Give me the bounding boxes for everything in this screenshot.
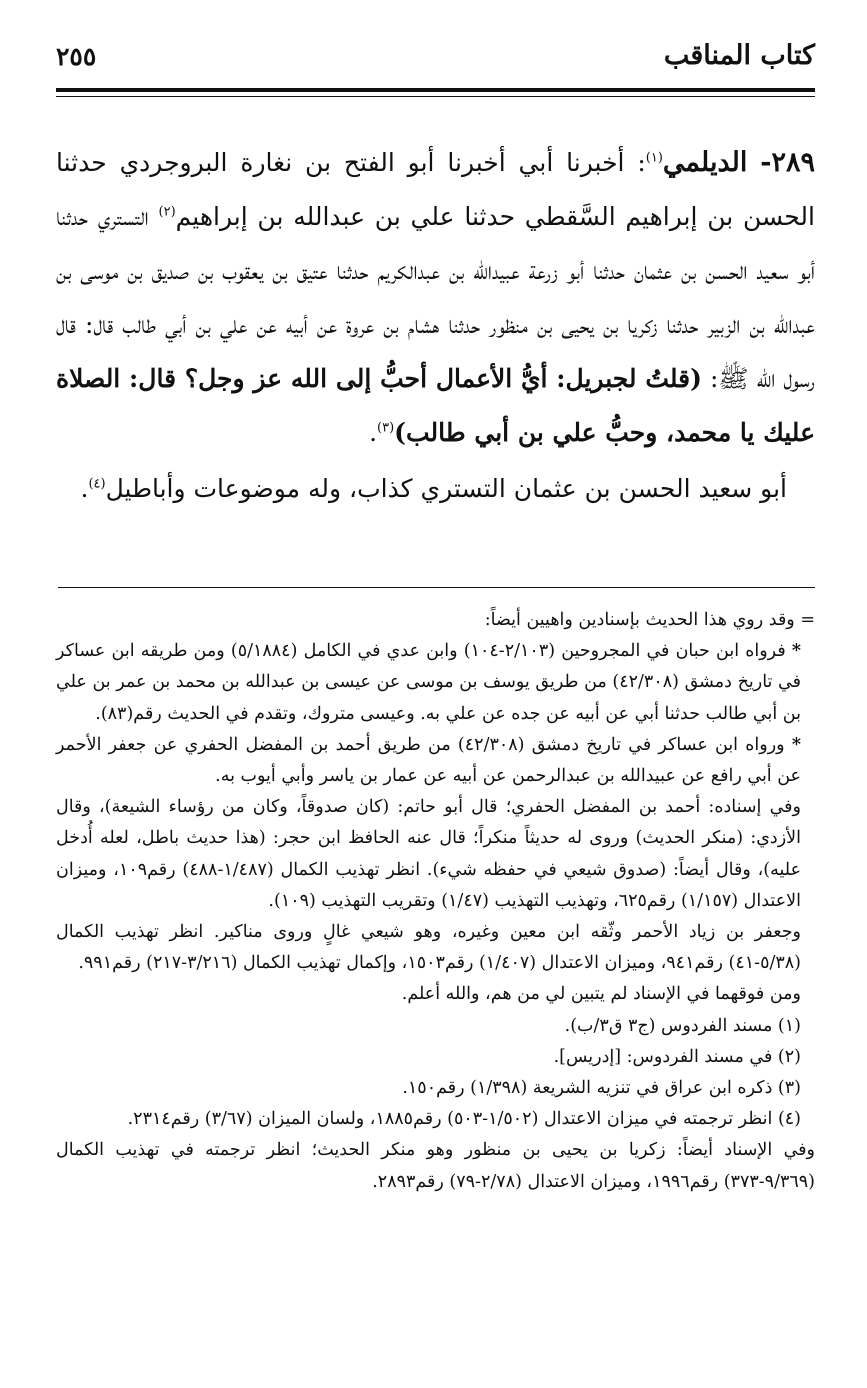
footnote-ref-1: (١)	[645, 150, 663, 166]
footnote-paragraph: وجعفر بن زياد الأحمر وثّقه ابن معين وغيره، وهو شيعي غالٍ وروى مناكير. انظر تهذيب الكمال (٥/٣٨-٤١) رقم٩٤١، وميزان الاعتدال (١/٤٠٧) رقم١٥٠٣، وإكمال تهذيب الكمال (٣/٢١٦-٢١٧) رقم٩٩١.	[56, 922, 801, 974]
book-title: كتاب المناقب	[663, 40, 815, 71]
header-rule-thin	[56, 96, 815, 97]
page-number: ٢٥٥	[56, 42, 97, 71]
hadith-number: ٢٨٩-	[760, 147, 815, 178]
asterisk-marker: *	[791, 734, 801, 755]
footnote-paragraph: وفي إسناده: أحمد بن المفضل الحفري؛ قال أبو حاتم: (كان صدوقاً، وكان من رؤساء الشيعة)، وقال الأزدي: (منكر الحديث) وروى له حديثاً منكراً؛ قال عنه الحافظ ابن حجر: (هذا حديث باطل، لعله أُدخل عليه)، وقال أيضاً: (صدوق شيعي في حفظه شيء). انظر تهذيب الكمال (١/٤٨٧-٤٨٨) رقم١٠٩، وميزان الاعتدال (١/١٥٧) رقم٦٢٥، وتهذيب التهذيب (١/٤٧) وتقريب التهذيب (١٠٩).	[56, 797, 802, 911]
footnote-paragraph: ومن فوقهما في الإسناد لم يتبين لي من هم، والله أعلم.	[401, 984, 801, 1005]
footnote-ref-3: (٣)	[377, 420, 395, 436]
footnote-ref-2: (٢)	[158, 204, 176, 220]
footnote-paragraph	[56, 636, 815, 730]
hadith-source: الديلمي	[662, 147, 748, 178]
asterisk-marker: *	[791, 641, 802, 662]
closing-text: أبو سعيد الحسن بن عثمان التستري كذاب، وله موضوعات وأباطيل	[105, 474, 787, 503]
hadith-text	[56, 136, 815, 516]
footnote-1: (١) مسند الفردوس (ج٣ ق٣/ب).	[564, 1015, 801, 1036]
isnad-part-1: : أخبرنا أبي أخبرنا أبو الفتح بن نغارة البروجردي حدثنا الحسن بن إبراهيم السَّقطي حدثنا علي بن عبدالله بن إبراهيم	[56, 148, 815, 231]
footnotes	[56, 605, 815, 1198]
footnote-3: (٣) ذكره ابن عراق في تنزيه الشريعة (١/٣٩٨) رقم١٥٠.	[402, 1078, 801, 1099]
footnote-2: (٢) في مسند الفردوس: [إدريس].	[553, 1046, 801, 1067]
hadith-paragraph	[56, 136, 815, 460]
header-rule-thick	[56, 88, 815, 92]
matn-period: .	[369, 418, 378, 447]
footnote-text: فرواه ابن حبان في المجروحين (٢/١٠٣-١٠٤) وابن عدي في الكامل (٥/١٨٨٤) ومن طريقه ابن عساكر في تاريخ دمشق (٤٢/٣٠٨) من طريق يوسف بن موسى عن عيسى بن عبدالله بن محمد بن عمر بن علي بن أبي طالب حدثنا أبي عن أبيه عن جده عن علي به. وعيسى متروك، وتقدم في الحديث رقم(٨٣).	[56, 641, 801, 724]
footnote-ref-4: (٤)	[88, 476, 106, 492]
footnote-text: ورواه ابن عساكر في تاريخ دمشق (٤٢/٣٠٨) من طريق أحمد بن المفضل الحفري عن جعفر الأحمر عن أبي رافع عن عبيدالله بن عبدالرحمن عن أبيه عن عمار بن ياسر وأبي أيوب به.	[56, 734, 801, 787]
footnote-paragraph	[56, 730, 815, 792]
isnad-part-2: التستري حدثنا أبو سعيد الحسن بن عثمان حدثنا أبو زرعة عبيدالله بن عبدالكريم حدثنا عتيق بن يعقوب بن صديق بن موسى بن عبدالله بن الزبير حدثنا زكريا بن يحيى بن منظور حدثنا هشام بن عروة عن أبيه عن علي بن أبي طالب قال: قال رسول الله ﷺ:	[56, 202, 815, 393]
hadith-matn: (قلتُ لجبريل: أيُّ الأعمال أحبُّ إلى الله عز وجل؟ قال: الصلاة عليك يا محمد، وحبُّ علي بن أبي طالب)	[56, 364, 815, 447]
footnote-separator	[58, 587, 815, 588]
footnote-4: (٤) انظر ترجمته في ميزان الاعتدال (١/٥٠٢-٥٠٣) رقم١٨٨٥، ولسان الميزان (٣/٦٧) رقم٢٣١٤.	[127, 1109, 801, 1130]
footnote-continuation: = وقد روي هذا الحديث بإسنادين واهيين أيضاً:	[484, 610, 815, 630]
closing-period: .	[80, 474, 89, 503]
running-header	[56, 40, 815, 76]
footnote-4-continuation: وفي الإسناد أيضاً: زكريا بن يحيى بن منظور وهو منكر الحديث؛ انظر ترجمته في تهذيب الكمال (٩/٣٦٩-٣٧٣) رقم١٩٩٦، وميزان الاعتدال (٢/٧٨-٧٩) رقم٢٨٩٣.	[56, 1140, 815, 1192]
closing-remark	[56, 462, 815, 516]
